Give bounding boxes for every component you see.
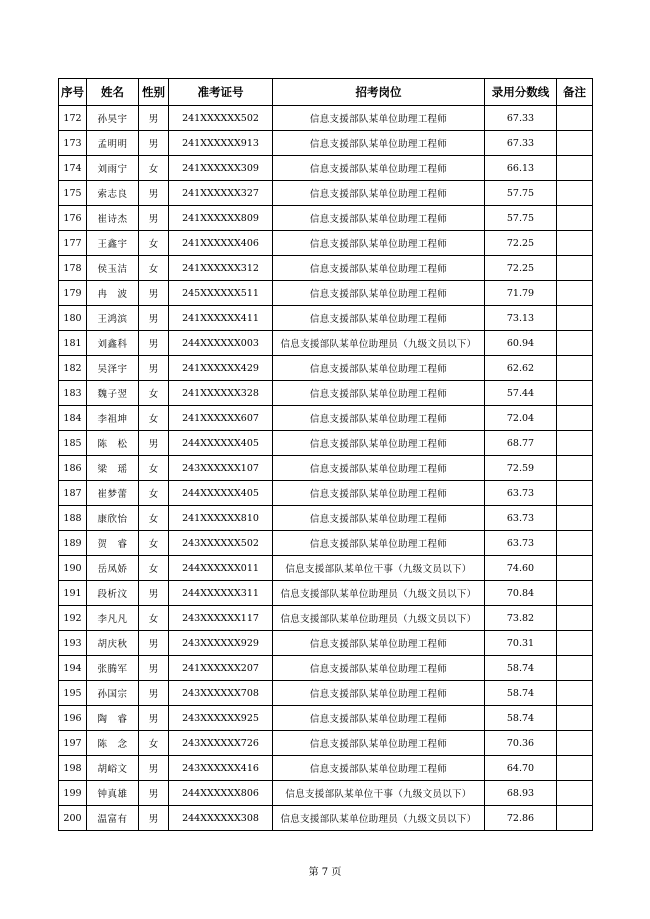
table-row xyxy=(59,231,593,256)
cell-position: 信息支援部队某单位助理工程师 xyxy=(273,381,485,406)
cell-position: 信息支援部队某单位助理工程师 xyxy=(273,731,485,756)
cell-serial: 188 xyxy=(59,506,87,531)
cell-position: 信息支援部队某单位助理工程师 xyxy=(273,506,485,531)
cell-serial: 193 xyxy=(59,631,87,656)
cell-gender: 男 xyxy=(139,581,169,606)
cell-name: 崔诗杰 xyxy=(87,206,139,231)
cell-name: 陶 睿 xyxy=(87,706,139,731)
cell-name: 王鑫宇 xyxy=(87,231,139,256)
cell-exam-id: 244XXXXXX308 xyxy=(169,806,273,831)
cell-exam-id: 244XXXXXX011 xyxy=(169,556,273,581)
cell-gender: 女 xyxy=(139,531,169,556)
cell-remarks xyxy=(557,181,593,206)
cell-name: 魏子翌 xyxy=(87,381,139,406)
cell-position: 信息支援部队某单位助理工程师 xyxy=(273,756,485,781)
cell-name: 侯玉洁 xyxy=(87,256,139,281)
cell-name: 王鸿滨 xyxy=(87,306,139,331)
header-position: 招考岗位 xyxy=(273,79,485,106)
cell-score-line: 57.75 xyxy=(485,206,557,231)
cell-position: 信息支援部队某单位干事（九级文员以下） xyxy=(273,781,485,806)
table-row xyxy=(59,281,593,306)
cell-position: 信息支援部队某单位助理员（九级文员以下） xyxy=(273,581,485,606)
cell-exam-id: 241XXXXXX429 xyxy=(169,356,273,381)
cell-exam-id: 243XXXXXX929 xyxy=(169,631,273,656)
cell-score-line: 66.13 xyxy=(485,156,557,181)
cell-exam-id: 243XXXXXX726 xyxy=(169,731,273,756)
table-row xyxy=(59,331,593,356)
cell-score-line: 63.73 xyxy=(485,531,557,556)
cell-position: 信息支援部队某单位助理工程师 xyxy=(273,681,485,706)
cell-serial: 180 xyxy=(59,306,87,331)
cell-exam-id: 241XXXXXX607 xyxy=(169,406,273,431)
table-row xyxy=(59,806,593,831)
cell-remarks xyxy=(557,156,593,181)
cell-gender: 女 xyxy=(139,256,169,281)
cell-exam-id: 244XXXXXX311 xyxy=(169,581,273,606)
cell-remarks xyxy=(557,706,593,731)
header-serial: 序号 xyxy=(59,79,87,106)
cell-position: 信息支援部队某单位助理工程师 xyxy=(273,206,485,231)
cell-serial: 200 xyxy=(59,806,87,831)
cell-exam-id: 241XXXXXX411 xyxy=(169,306,273,331)
cell-score-line: 63.73 xyxy=(485,506,557,531)
cell-position: 信息支援部队某单位干事（九级文员以下） xyxy=(273,556,485,581)
cell-gender: 男 xyxy=(139,206,169,231)
cell-score-line: 58.74 xyxy=(485,706,557,731)
cell-gender: 女 xyxy=(139,556,169,581)
cell-serial: 183 xyxy=(59,381,87,406)
cell-serial: 174 xyxy=(59,156,87,181)
cell-remarks xyxy=(557,781,593,806)
cell-position: 信息支援部队某单位助理工程师 xyxy=(273,481,485,506)
cell-name: 李凡凡 xyxy=(87,606,139,631)
cell-exam-id: 241XXXXXX810 xyxy=(169,506,273,531)
cell-name: 孙昊宇 xyxy=(87,106,139,131)
cell-name: 崔梦蕾 xyxy=(87,481,139,506)
cell-position: 信息支援部队某单位助理员（九级文员以下） xyxy=(273,331,485,356)
cell-gender: 男 xyxy=(139,106,169,131)
cell-exam-id: 241XXXXXX502 xyxy=(169,106,273,131)
cell-position: 信息支援部队某单位助理工程师 xyxy=(273,106,485,131)
cell-gender: 女 xyxy=(139,231,169,256)
cell-exam-id: 244XXXXXX806 xyxy=(169,781,273,806)
cell-position: 信息支援部队某单位助理工程师 xyxy=(273,306,485,331)
cell-serial: 198 xyxy=(59,756,87,781)
cell-gender: 女 xyxy=(139,481,169,506)
table-row xyxy=(59,131,593,156)
cell-exam-id: 241XXXXXX809 xyxy=(169,206,273,231)
cell-gender: 男 xyxy=(139,306,169,331)
header-score-line: 录用分数线 xyxy=(485,79,557,106)
table-body xyxy=(59,106,593,831)
cell-score-line: 73.13 xyxy=(485,306,557,331)
cell-name: 段析汶 xyxy=(87,581,139,606)
table-row xyxy=(59,156,593,181)
cell-remarks xyxy=(557,656,593,681)
cell-remarks xyxy=(557,256,593,281)
cell-remarks xyxy=(557,806,593,831)
cell-exam-id: 243XXXXXX107 xyxy=(169,456,273,481)
cell-score-line: 70.84 xyxy=(485,581,557,606)
cell-score-line: 60.94 xyxy=(485,331,557,356)
cell-serial: 192 xyxy=(59,606,87,631)
header-exam-id: 准考证号 xyxy=(169,79,273,106)
cell-gender: 女 xyxy=(139,606,169,631)
cell-remarks xyxy=(557,281,593,306)
cell-score-line: 58.74 xyxy=(485,656,557,681)
cell-position: 信息支援部队某单位助理工程师 xyxy=(273,256,485,281)
table-row xyxy=(59,606,593,631)
cell-remarks xyxy=(557,631,593,656)
cell-gender: 女 xyxy=(139,731,169,756)
table-row xyxy=(59,456,593,481)
cell-score-line: 72.25 xyxy=(485,231,557,256)
cell-exam-id: 241XXXXXX327 xyxy=(169,181,273,206)
cell-position: 信息支援部队某单位助理工程师 xyxy=(273,631,485,656)
cell-gender: 女 xyxy=(139,156,169,181)
cell-exam-id: 241XXXXXX913 xyxy=(169,131,273,156)
cell-serial: 185 xyxy=(59,431,87,456)
cell-score-line: 68.77 xyxy=(485,431,557,456)
header-remarks: 备注 xyxy=(557,79,593,106)
cell-score-line: 72.86 xyxy=(485,806,557,831)
cell-position: 信息支援部队某单位助理员（九级文员以下） xyxy=(273,606,485,631)
cell-position: 信息支援部队某单位助理工程师 xyxy=(273,406,485,431)
cell-remarks xyxy=(557,431,593,456)
table-row xyxy=(59,381,593,406)
cell-remarks xyxy=(557,406,593,431)
cell-serial: 190 xyxy=(59,556,87,581)
table-row xyxy=(59,631,593,656)
cell-serial: 191 xyxy=(59,581,87,606)
cell-score-line: 70.31 xyxy=(485,631,557,656)
cell-remarks xyxy=(557,306,593,331)
table-row xyxy=(59,681,593,706)
cell-exam-id: 245XXXXXX511 xyxy=(169,281,273,306)
cell-name: 冉 波 xyxy=(87,281,139,306)
cell-gender: 男 xyxy=(139,656,169,681)
cell-name: 陈 念 xyxy=(87,731,139,756)
cell-position: 信息支援部队某单位助理工程师 xyxy=(273,356,485,381)
cell-remarks xyxy=(557,131,593,156)
cell-gender: 男 xyxy=(139,281,169,306)
table-row xyxy=(59,356,593,381)
cell-exam-id: 243XXXXXX416 xyxy=(169,756,273,781)
cell-name: 钟真雄 xyxy=(87,781,139,806)
table-row xyxy=(59,406,593,431)
cell-name: 张腾军 xyxy=(87,656,139,681)
cell-position: 信息支援部队某单位助理工程师 xyxy=(273,531,485,556)
cell-serial: 197 xyxy=(59,731,87,756)
header-gender: 性别 xyxy=(139,79,169,106)
cell-serial: 177 xyxy=(59,231,87,256)
cell-score-line: 71.79 xyxy=(485,281,557,306)
cell-serial: 173 xyxy=(59,131,87,156)
cell-gender: 女 xyxy=(139,381,169,406)
cell-gender: 男 xyxy=(139,356,169,381)
cell-remarks xyxy=(557,531,593,556)
cell-remarks xyxy=(557,606,593,631)
table-row xyxy=(59,656,593,681)
cell-name: 胡庆秋 xyxy=(87,631,139,656)
cell-gender: 女 xyxy=(139,506,169,531)
cell-name: 孟明明 xyxy=(87,131,139,156)
header-name: 姓名 xyxy=(87,79,139,106)
cell-exam-id: 243XXXXXX502 xyxy=(169,531,273,556)
cell-position: 信息支援部队某单位助理工程师 xyxy=(273,431,485,456)
cell-position: 信息支援部队某单位助理工程师 xyxy=(273,131,485,156)
cell-remarks xyxy=(557,356,593,381)
cell-serial: 196 xyxy=(59,706,87,731)
cell-remarks xyxy=(557,206,593,231)
cell-remarks xyxy=(557,106,593,131)
cell-name: 孙国宗 xyxy=(87,681,139,706)
table-header-row xyxy=(59,79,593,106)
cell-remarks xyxy=(557,731,593,756)
cell-exam-id: 243XXXXXX117 xyxy=(169,606,273,631)
cell-exam-id: 241XXXXXX312 xyxy=(169,256,273,281)
cell-gender: 女 xyxy=(139,406,169,431)
cell-position: 信息支援部队某单位助理工程师 xyxy=(273,456,485,481)
cell-gender: 男 xyxy=(139,431,169,456)
cell-score-line: 73.82 xyxy=(485,606,557,631)
cell-serial: 182 xyxy=(59,356,87,381)
cell-remarks xyxy=(557,581,593,606)
cell-name: 温富有 xyxy=(87,806,139,831)
cell-score-line: 74.60 xyxy=(485,556,557,581)
cell-exam-id: 241XXXXXX309 xyxy=(169,156,273,181)
cell-remarks xyxy=(557,756,593,781)
cell-gender: 男 xyxy=(139,631,169,656)
cell-serial: 172 xyxy=(59,106,87,131)
cell-serial: 199 xyxy=(59,781,87,806)
cell-score-line: 57.75 xyxy=(485,181,557,206)
table-row xyxy=(59,531,593,556)
admission-table xyxy=(58,78,593,831)
cell-name: 梁 瑶 xyxy=(87,456,139,481)
cell-serial: 178 xyxy=(59,256,87,281)
cell-name: 胡峪文 xyxy=(87,756,139,781)
table-row xyxy=(59,706,593,731)
cell-gender: 男 xyxy=(139,131,169,156)
table-row xyxy=(59,731,593,756)
cell-exam-id: 244XXXXXX405 xyxy=(169,431,273,456)
cell-exam-id: 241XXXXXX207 xyxy=(169,656,273,681)
cell-exam-id: 241XXXXXX328 xyxy=(169,381,273,406)
table-row xyxy=(59,506,593,531)
cell-remarks xyxy=(557,381,593,406)
cell-name: 刘雨宁 xyxy=(87,156,139,181)
cell-name: 李祖坤 xyxy=(87,406,139,431)
cell-exam-id: 244XXXXXX405 xyxy=(169,481,273,506)
cell-gender: 男 xyxy=(139,181,169,206)
cell-position: 信息支援部队某单位助理工程师 xyxy=(273,706,485,731)
cell-serial: 181 xyxy=(59,331,87,356)
cell-gender: 男 xyxy=(139,756,169,781)
table-row xyxy=(59,581,593,606)
cell-score-line: 72.59 xyxy=(485,456,557,481)
cell-serial: 194 xyxy=(59,656,87,681)
cell-serial: 187 xyxy=(59,481,87,506)
cell-gender: 男 xyxy=(139,331,169,356)
table-row xyxy=(59,756,593,781)
cell-serial: 179 xyxy=(59,281,87,306)
cell-remarks xyxy=(557,231,593,256)
cell-score-line: 68.93 xyxy=(485,781,557,806)
cell-remarks xyxy=(557,681,593,706)
cell-score-line: 62.62 xyxy=(485,356,557,381)
cell-score-line: 67.33 xyxy=(485,106,557,131)
cell-score-line: 64.70 xyxy=(485,756,557,781)
cell-remarks xyxy=(557,556,593,581)
cell-position: 信息支援部队某单位助理工程师 xyxy=(273,281,485,306)
cell-serial: 189 xyxy=(59,531,87,556)
cell-name: 吴泽宇 xyxy=(87,356,139,381)
cell-gender: 男 xyxy=(139,806,169,831)
cell-exam-id: 243XXXXXX708 xyxy=(169,681,273,706)
table-row xyxy=(59,431,593,456)
table-row xyxy=(59,781,593,806)
cell-score-line: 57.44 xyxy=(485,381,557,406)
table-row xyxy=(59,206,593,231)
table-row xyxy=(59,481,593,506)
cell-exam-id: 244XXXXXX003 xyxy=(169,331,273,356)
cell-name: 康欣怡 xyxy=(87,506,139,531)
cell-remarks xyxy=(557,481,593,506)
cell-position: 信息支援部队某单位助理员（九级文员以下） xyxy=(273,806,485,831)
cell-name: 岳凤娇 xyxy=(87,556,139,581)
cell-serial: 175 xyxy=(59,181,87,206)
cell-score-line: 72.25 xyxy=(485,256,557,281)
cell-name: 贺 睿 xyxy=(87,531,139,556)
cell-name: 索志良 xyxy=(87,181,139,206)
cell-serial: 195 xyxy=(59,681,87,706)
cell-score-line: 63.73 xyxy=(485,481,557,506)
cell-serial: 176 xyxy=(59,206,87,231)
cell-gender: 男 xyxy=(139,706,169,731)
cell-name: 陈 松 xyxy=(87,431,139,456)
cell-position: 信息支援部队某单位助理工程师 xyxy=(273,656,485,681)
cell-exam-id: 241XXXXXX406 xyxy=(169,231,273,256)
table-row xyxy=(59,106,593,131)
table-row xyxy=(59,256,593,281)
cell-remarks xyxy=(557,506,593,531)
cell-remarks xyxy=(557,331,593,356)
page-number: 第 7 页 xyxy=(308,867,342,878)
cell-remarks xyxy=(557,456,593,481)
cell-position: 信息支援部队某单位助理工程师 xyxy=(273,231,485,256)
cell-position: 信息支援部队某单位助理工程师 xyxy=(273,181,485,206)
cell-exam-id: 243XXXXXX925 xyxy=(169,706,273,731)
table-row xyxy=(59,556,593,581)
cell-name: 刘鑫科 xyxy=(87,331,139,356)
cell-gender: 男 xyxy=(139,781,169,806)
cell-position: 信息支援部队某单位助理工程师 xyxy=(273,156,485,181)
cell-score-line: 58.74 xyxy=(485,681,557,706)
cell-serial: 186 xyxy=(59,456,87,481)
cell-gender: 女 xyxy=(139,456,169,481)
cell-serial: 184 xyxy=(59,406,87,431)
cell-score-line: 70.36 xyxy=(485,731,557,756)
table-row xyxy=(59,181,593,206)
cell-score-line: 72.04 xyxy=(485,406,557,431)
cell-score-line: 67.33 xyxy=(485,131,557,156)
table-row xyxy=(59,306,593,331)
cell-gender: 男 xyxy=(139,681,169,706)
